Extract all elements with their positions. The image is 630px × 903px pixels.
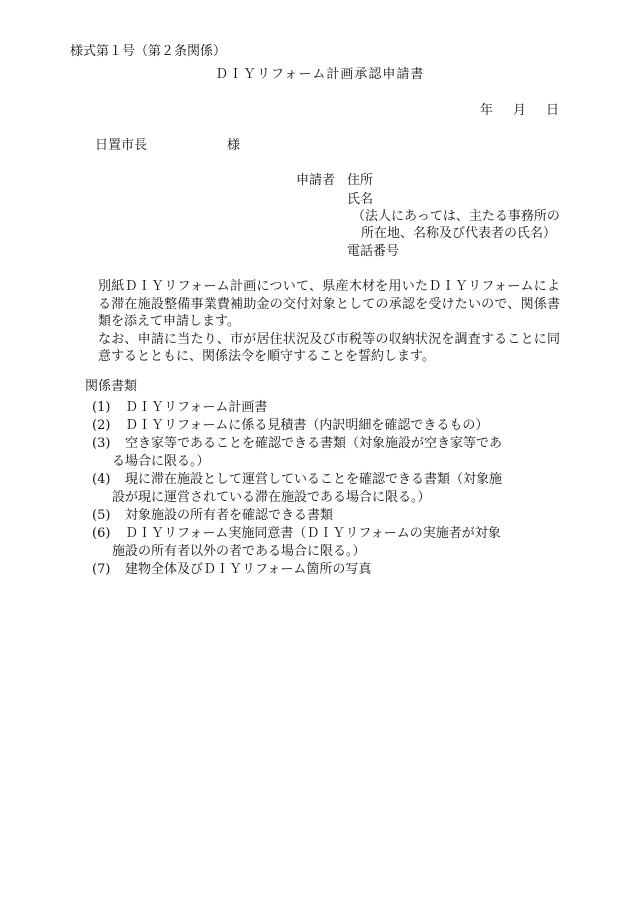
item-line: 建物全体及びＤＩＹリフォーム箇所の写真: [125, 562, 372, 577]
documents-heading: 関係書類: [85, 379, 138, 394]
applicant-name-label: 氏名: [347, 192, 374, 207]
item-line-continued: 設が現に運営されている滞在施設である場合に限る。）: [112, 490, 431, 505]
item-text: [112, 525, 562, 561]
list-item: [92, 525, 562, 561]
item-line: 対象施設の所有者を確認できる書類: [125, 508, 334, 523]
item-text: [112, 435, 562, 471]
item-line-continued: る場合に限る。）: [112, 454, 210, 469]
item-number: (7): [92, 562, 111, 577]
applicant-phone-label: 電話番号: [347, 244, 400, 259]
item-number: (3): [92, 436, 111, 451]
corporation-note-line1: （法人にあっては、主たる事務所の: [352, 209, 560, 224]
item-number: (1): [92, 400, 111, 415]
addressee-suffix: 様: [227, 138, 241, 153]
date-month: 月: [513, 103, 527, 118]
list-item: [92, 471, 562, 507]
item-line: ＤＩＹリフォームに係る見積書（内訳明細を確認できるもの）: [125, 418, 489, 433]
list-item: [92, 435, 562, 471]
documents-list: [92, 399, 562, 579]
applicant-address-label: 住所: [347, 173, 374, 188]
document-title: ＤＩＹリフォーム計画承認申請書: [215, 67, 425, 82]
list-item: [92, 417, 562, 435]
applicant-label: 申請者: [296, 173, 336, 188]
item-text: [125, 507, 562, 525]
addressee-name: 日置市長: [95, 138, 148, 153]
item-line: 現に滞在施設として運営していることを確認できる書類（対象施: [125, 472, 503, 487]
item-text: [125, 399, 562, 417]
date-year: 年: [480, 103, 494, 118]
corporation-note-line2: 所在地、名称及び代表者の氏名）: [361, 226, 557, 241]
application-statement: [85, 278, 560, 366]
item-line: ＤＩＹリフォーム実施同意書（ＤＩＹリフォームの実施者が対象: [125, 526, 501, 541]
list-item: [92, 507, 562, 525]
list-item: [92, 399, 562, 417]
item-line: 空き家等であることを確認できる書類（対象施設が空き家等であ: [125, 436, 503, 451]
item-line: ＤＩＹリフォーム計画書: [125, 400, 268, 415]
form-number: 様式第１号（第２条関係）: [70, 44, 227, 59]
date-line: [480, 104, 559, 117]
statement-paragraph-1: 別紙ＤＩＹリフォーム計画について、県産木材を用いたＤＩＹリフォームによる滞在施設整備事業費補助金の交付対象としての承認を受けたいので、関係書類を添えて申請します。: [98, 279, 560, 329]
list-item: [92, 561, 562, 579]
item-number: (5): [92, 508, 111, 523]
item-number: (2): [92, 418, 111, 433]
addressee: [95, 139, 240, 152]
item-line-continued: 施設の所有者以外の者である場合に限る。）: [112, 544, 366, 559]
item-number: (4): [92, 472, 111, 487]
item-text: [125, 561, 562, 579]
item-text: [112, 471, 562, 507]
date-day: 日: [546, 103, 560, 118]
statement-paragraph-2: なお、申請に当たり、市が居住状況及び市税等の収納状況を調査することに同意するとともに、関係法令を順守することを誓約します。: [98, 331, 560, 364]
item-number: (6): [92, 526, 111, 541]
item-text: [125, 417, 562, 435]
